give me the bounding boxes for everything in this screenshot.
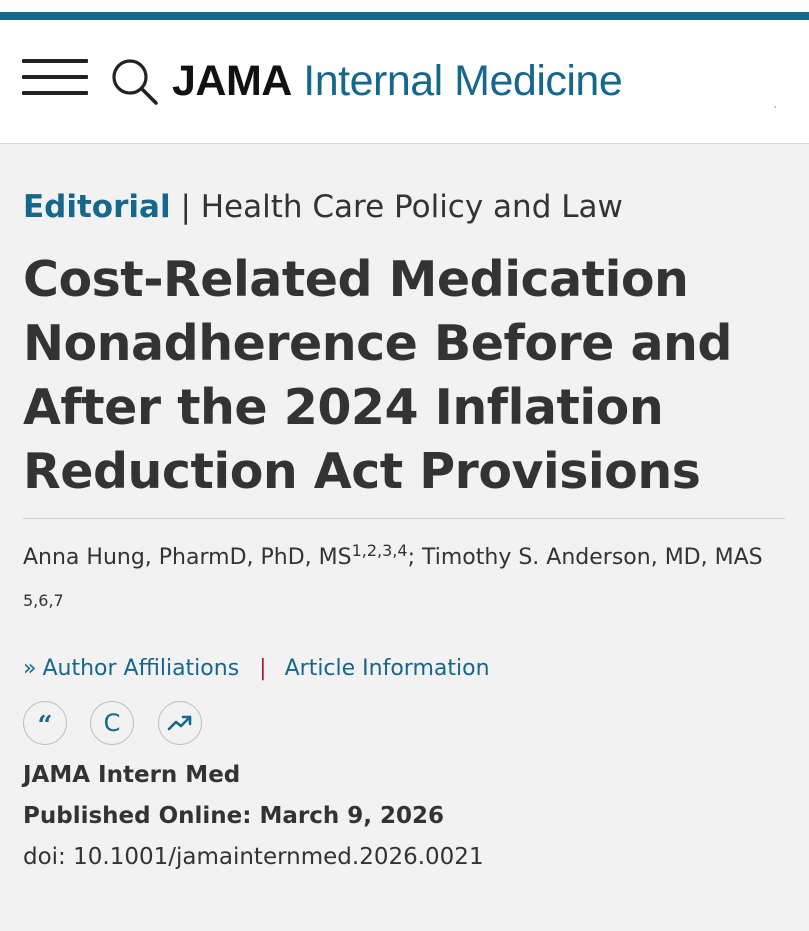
- chevron-right-icon: »: [23, 656, 37, 681]
- logo-jama: JAMA: [172, 57, 292, 105]
- menu-bar: [22, 91, 88, 95]
- trending-icon: [167, 714, 193, 732]
- journal-abbreviation: JAMA Intern Med: [23, 762, 241, 788]
- author-name[interactable]: Anna Hung, PharmD, PhD, MS: [23, 545, 352, 570]
- author-affiliations-link[interactable]: Author Affiliations: [42, 656, 240, 681]
- search-icon[interactable]: [110, 57, 160, 107]
- permissions-button[interactable]: [90, 701, 134, 745]
- author-affiliation-numbers: 1,2,3,4: [351, 541, 408, 560]
- author-list: [23, 537, 793, 622]
- article-info-links: [23, 652, 490, 686]
- hamburger-menu-icon[interactable]: [22, 59, 88, 99]
- article-type[interactable]: Editorial: [23, 189, 171, 225]
- category-separator: |: [180, 189, 191, 225]
- header-decoration: [774, 106, 776, 108]
- author-separator: ;: [407, 545, 415, 570]
- article-information-link[interactable]: Article Information: [284, 656, 490, 681]
- link-separator: |: [259, 656, 267, 681]
- brand-accent-bar: [0, 12, 809, 20]
- site-header: [0, 20, 809, 144]
- search-icon-graphic: [110, 57, 160, 107]
- article-category: [23, 185, 623, 229]
- metrics-button[interactable]: [158, 701, 202, 745]
- cite-button[interactable]: [23, 701, 67, 745]
- author-name[interactable]: Timothy S. Anderson, MD, MAS: [422, 545, 763, 570]
- quote-icon: “: [37, 711, 53, 741]
- doi[interactable]: doi: 10.1001/jamainternmed.2026.0021: [23, 844, 484, 870]
- publication-date: Published Online: March 9, 2026: [23, 803, 444, 829]
- menu-bar: [22, 59, 88, 63]
- journal-logo[interactable]: [172, 53, 622, 109]
- logo-journal-name: Internal Medicine: [303, 57, 623, 105]
- article-title: Cost-Related Medication Nonadherence Before and After the 2024 Inflation Reduction Act Provisions: [23, 251, 732, 500]
- menu-bar: [22, 75, 88, 79]
- copyright-icon: C: [103, 709, 121, 737]
- article-subject[interactable]: Health Care Policy and Law: [200, 189, 623, 225]
- author-affiliation-numbers: 5,6,7: [23, 591, 64, 610]
- divider: [23, 518, 785, 519]
